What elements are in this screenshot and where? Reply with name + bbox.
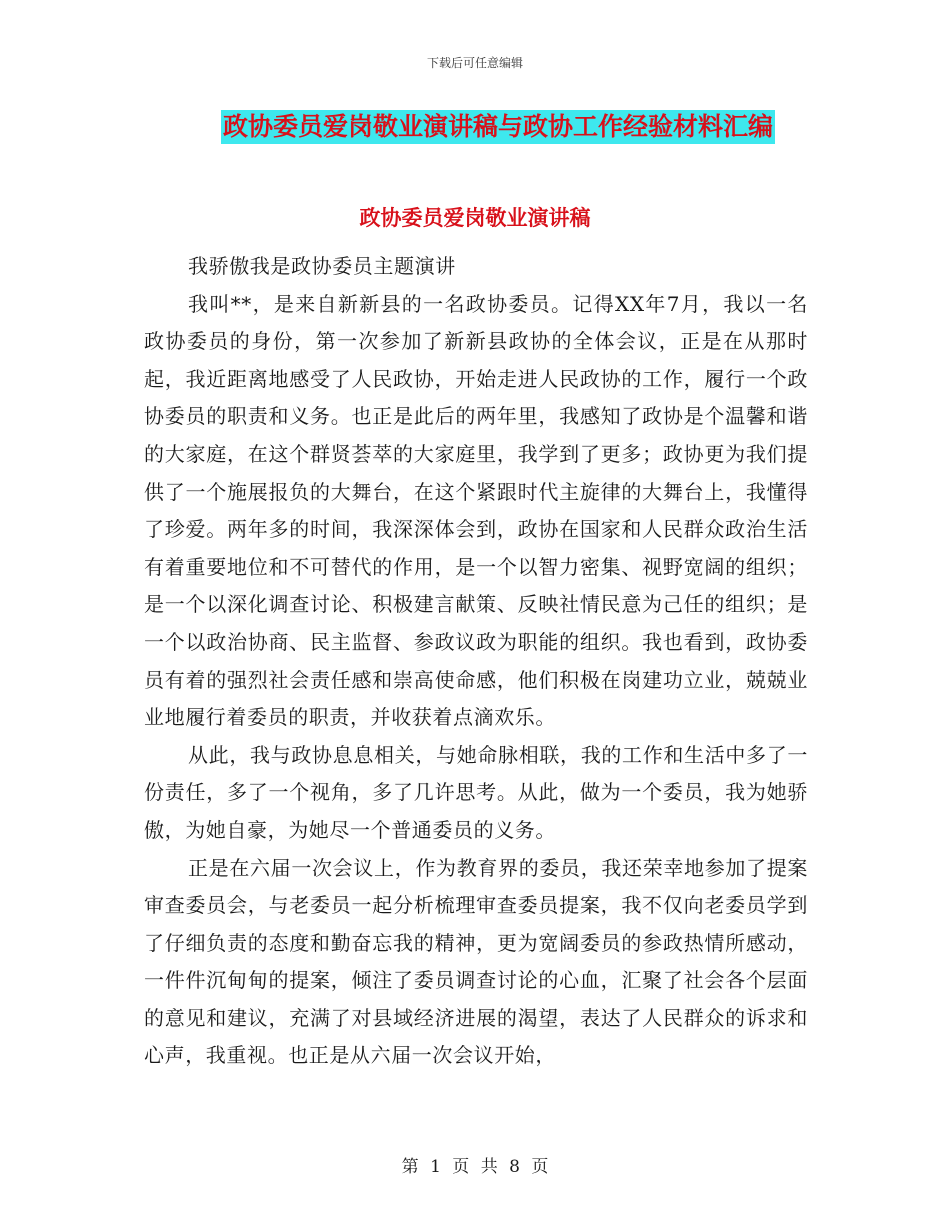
document-title: 政协委员爱岗敬业演讲稿与政协工作经验材料汇编 (221, 110, 775, 144)
body-paragraph: 我叫**，是来自新新县的一名政协委员。记得XX年7月，我以一名政协委员的身份，第一次参加了新新县政协的全体会议，正是在从那时起，我近距离地感受了人民政协，开始走进人民政协的工作，履行一个政协委员的职责和义务。也正是此后的两年里，我感知了政协是个温馨和谐的大家庭，在这个群贤荟萃的大家庭里，我学到了更多；政协更为我们提供了一个施展报负的大舞台，在这个紧跟时代主旋律的大舞台上，我懂得了珍爱。两年多的时间，我深深体会到，政协在国家和人民群众政治生活有着重要地位和不可替代的作用，是一个以智力密集、视野宽阔的组织；是一个以深化调查讨论、积极建言献策、反映社情民意为己任的组织；是一个以政治协商、民主监督、参政议政为职能的组织。我也看到，政协委员有着的强烈社会责任感和崇高使命感，他们积极在岗建功立业，兢兢业业地履行着委员的职责，并收获着点滴欢乐。 (144, 291, 808, 730)
body-paragraph: 从此，我与政协息息相关，与她命脉相联，我的工作和生活中多了一份责任，多了一个视角，多了几许思考。从此，做为一个委员，我为她骄傲，为她自豪，为她尽一个普通委员的义务。 (144, 742, 808, 842)
document-title-container (0, 110, 950, 144)
page-header-note: 下载后可任意编辑 (426, 56, 523, 70)
document-body (144, 248, 808, 1075)
speech-subtitle: 我骄傲我是政协委员主题演讲 (188, 254, 456, 278)
page-number-footer: 第 1 页 共 8 页 (401, 1157, 549, 1177)
section-title: 政协委员爱岗敬业演讲稿 (359, 206, 591, 230)
body-paragraph: 正是在六届一次会议上，作为教育界的委员，我还荣幸地参加了提案审查委员会，与老委员一起分析梳理审查委员提案，我不仅向老委员学到了仔细负责的态度和勤奋忘我的精神，更为宽阔委员的参政热情所感动，一件件沉甸甸的提案，倾注了委员调查讨论的心血，汇聚了社会各个层面的意见和建议，充满了对县域经济进展的渴望，表达了人民群众的诉求和心声，我重视。也正是从六届一次会议开始， (144, 855, 808, 1068)
